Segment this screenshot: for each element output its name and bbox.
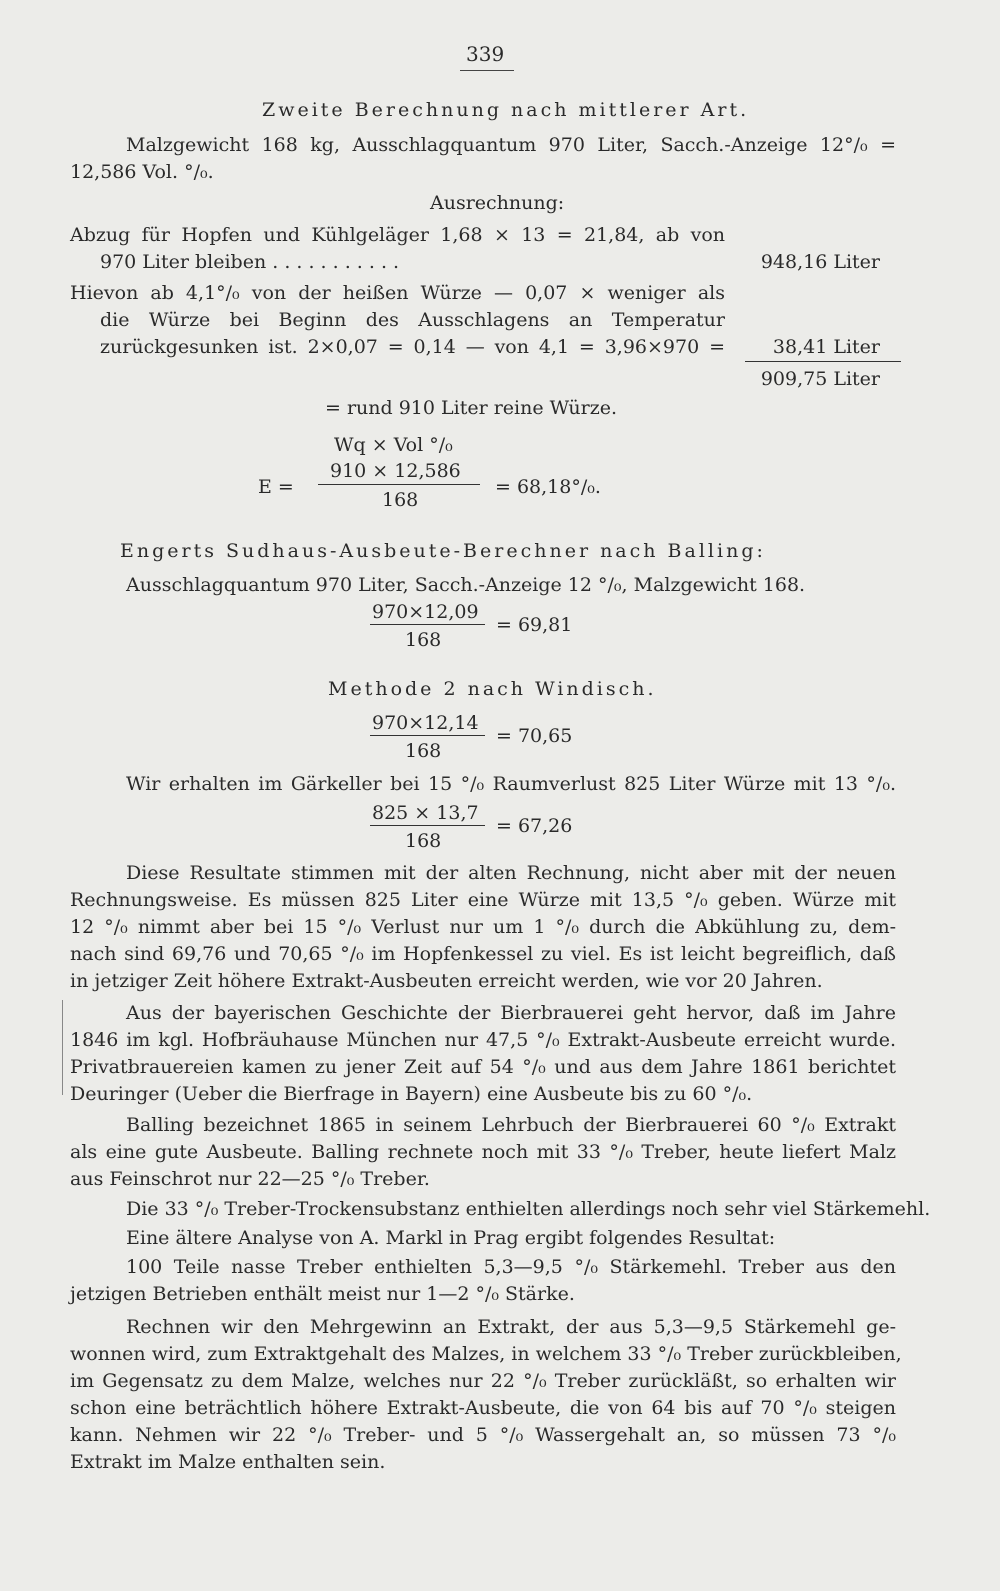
para2-line: Privatbrauereien kamen zu jener Zeit auf 54 °/₀ und aus dem Jahre 1861 berichtet <box>70 1056 896 1078</box>
frac-windisch-denominator: 168 <box>405 740 442 762</box>
engert-line: Ausschlagquantum 970 Liter, Sacch.-Anzeige 12 °/₀, Malzgewicht 168. <box>126 574 806 596</box>
calc1-line-1: Abzug für Hopfen und Kühlgeläger 1,68 × 13 = 21,84, ab von <box>70 224 725 246</box>
heading-methode-2: Methode 2 nach Windisch. <box>328 678 657 700</box>
para3-line: aus Feinschrot nur 22—25 °/₀ Treber. <box>70 1168 430 1190</box>
frac-gaerkeller-bar <box>370 825 485 826</box>
calc1-value: 948,16 Liter <box>760 251 880 273</box>
para7-line: Extrakt im Malze enthalten sein. <box>70 1451 386 1473</box>
frac-gaerkeller-result: = 67,26 <box>496 815 573 837</box>
para1-line: nach sind 69,76 und 70,65 °/₀ im Hopfenkessel zu viel. Es ist leicht begreiflich, daß <box>70 943 896 965</box>
formula-denominator: 168 <box>382 489 419 511</box>
para6-line: 100 Teile nasse Treber enthielten 5,3—9,5 °/₀ Stärkemehl. Treber aus den <box>126 1256 896 1278</box>
formula-lhs: E = <box>258 476 294 498</box>
para7-line: Rechnen wir den Mehrgewinn an Extrakt, der aus 5,3—9,5 Stärkemehl ge- <box>126 1316 896 1338</box>
para7-line: wonnen wird, zum Extraktgehalt des Malzes, in welchem 33 °/₀ Treber zurückbleiben, <box>70 1343 902 1365</box>
calc2-line-2: die Würze bei Beginn des Ausschlagens an Temperatur <box>100 309 725 331</box>
frac-engert-numerator: 970×12,09 <box>372 601 479 623</box>
frac-gaerkeller-denominator: 168 <box>405 830 442 852</box>
para3-line: als eine gute Ausbeute. Balling rechnete noch mit 33 °/₀ Treber, heute liefert Malz <box>70 1141 896 1163</box>
calc1-line-2: 970 Liter bleiben . . . . . . . . . . . <box>100 251 400 273</box>
formula-top: Wq × Vol °/₀ <box>334 434 453 456</box>
frac-windisch-numerator: 970×12,14 <box>372 712 479 734</box>
intro-line-2: 12,586 Vol. °/₀. <box>70 161 214 183</box>
para1-line: 12 °/₀ nimmt aber bei 15 °/₀ Verlust nur um 1 °/₀ durch die Abkühlung zu, dem- <box>70 916 896 938</box>
para1-line: Rechnungsweise. Es müssen 825 Liter eine Würze mit 13,5 °/₀ geben. Würze mit <box>70 889 896 911</box>
calc2-line-3: zurückgesunken ist. 2×0,07 = 0,14 — von 4,1 = 3,96×970 = <box>100 336 725 358</box>
formula-fraction-bar <box>318 484 480 485</box>
intro-line-1: Malzgewicht 168 kg, Ausschlagquantum 970 Liter, Sacch.-Anzeige 12°/₀ = <box>126 134 896 156</box>
sum-rule <box>745 361 901 362</box>
formula-result: = 68,18°/₀. <box>495 476 601 498</box>
para4-line: Die 33 °/₀ Treber-Trockensubstanz enthielten allerdings noch sehr viel Stärkemehl. <box>126 1198 931 1220</box>
page-number: 339 <box>466 42 505 66</box>
rund-line: = rund 910 Liter reine Würze. <box>325 397 618 419</box>
formula-numerator: 910 × 12,586 <box>330 460 461 482</box>
calc2-line-1: Hievon ab 4,1°/₀ von der heißen Würze — 0,07 × weniger als <box>70 282 725 304</box>
para2-line: Aus der bayerischen Geschichte der Bierbrauerei geht hervor, daß im Jahre <box>126 1002 896 1024</box>
frac-engert-denominator: 168 <box>405 629 442 651</box>
frac-windisch-result: = 70,65 <box>496 725 573 747</box>
calc-heading: Ausrechnung: <box>430 192 565 214</box>
para6-line: jetzigen Betrieben enthält meist nur 1—2 °/₀ Stärke. <box>70 1283 575 1305</box>
para7-line: im Gegensatz zu dem Malze, welches nur 22 °/₀ Treber zurückläßt, so erhalten wir <box>70 1370 896 1392</box>
frac-engert-result: = 69,81 <box>496 614 573 636</box>
frac-gaerkeller-numerator: 825 × 13,7 <box>372 802 479 824</box>
frac-engert-bar <box>370 624 485 625</box>
para2-line: 1846 im kgl. Hofbräuhause München nur 47,5 °/₀ Extrakt-Ausbeute erreicht wurde. <box>70 1029 896 1051</box>
para7-line: schon eine beträchtlich höhere Extrakt-Ausbeute, die von 64 bis auf 70 °/₀ steigen <box>70 1397 896 1419</box>
para3-line: Balling bezeichnet 1865 in seinem Lehrbuch der Bierbrauerei 60 °/₀ Extrakt <box>126 1114 896 1136</box>
calc2-value: 38,41 Liter <box>772 336 880 358</box>
margin-pencil-mark <box>62 1000 63 1095</box>
page-number-rule <box>460 70 514 71</box>
para1-line: in jetziger Zeit höhere Extrakt-Ausbeuten erreicht werden, wie vor 20 Jahren. <box>70 970 823 992</box>
para5-line: Eine ältere Analyse von A. Markl in Prag ergibt folgendes Resultat: <box>126 1227 776 1249</box>
heading-engerts: Engerts Sudhaus-Ausbeute-Berechner nach Balling: <box>120 540 766 562</box>
calc-total: 909,75 Liter <box>760 368 880 390</box>
para2-line: Deuringer (Ueber die Bierfrage in Bayern) eine Ausbeute bis zu 60 °/₀. <box>70 1083 753 1105</box>
gaerkeller-line: Wir erhalten im Gärkeller bei 15 °/₀ Raumverlust 825 Liter Würze mit 13 °/₀. <box>126 773 896 795</box>
para1-line: Diese Resultate stimmen mit der alten Rechnung, nicht aber mit der neuen <box>126 862 896 884</box>
para7-line: kann. Nehmen wir 22 °/₀ Treber- und 5 °/₀ Wassergehalt an, so müssen 73 °/₀ <box>70 1424 896 1446</box>
frac-windisch-bar <box>370 735 485 736</box>
heading-zweite-berechnung: Zweite Berechnung nach mittlerer Art. <box>262 99 750 121</box>
